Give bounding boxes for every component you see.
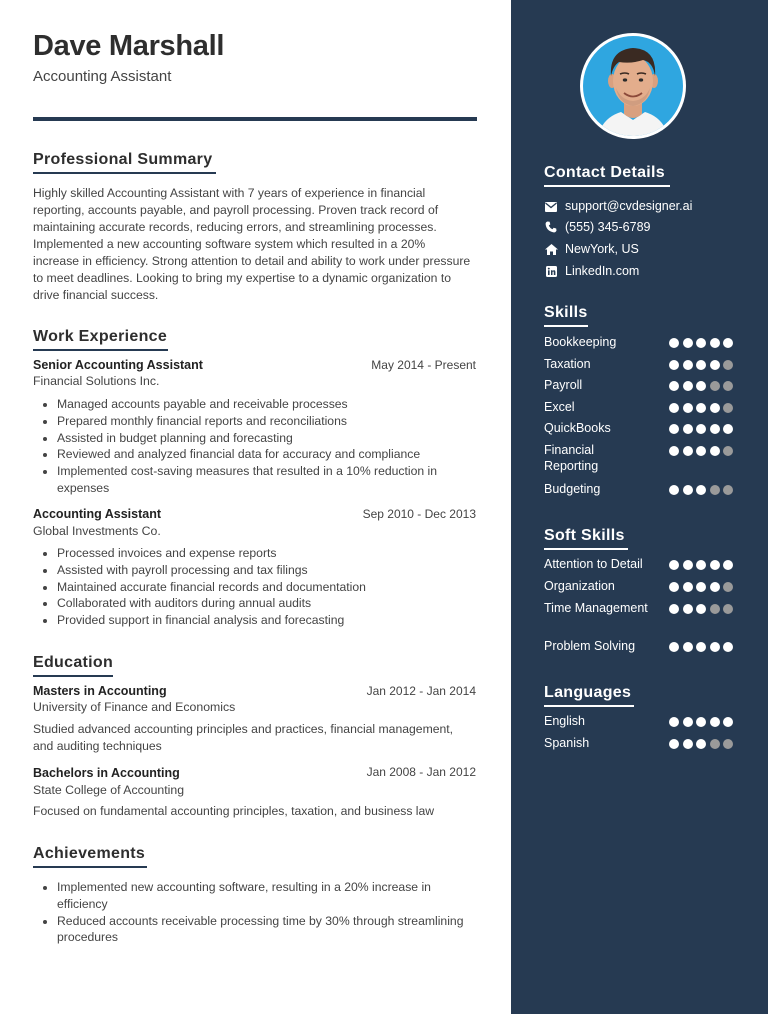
rating-dot-filled bbox=[696, 582, 706, 592]
job-title: Senior Accounting Assistant bbox=[33, 358, 203, 372]
rating-dot-filled bbox=[669, 424, 679, 434]
rating-dot-filled bbox=[710, 560, 720, 570]
rating-dot-filled bbox=[683, 582, 693, 592]
skill-rating bbox=[669, 581, 737, 595]
degree-title: Bachelors in Accounting bbox=[33, 766, 180, 780]
rating-dot-filled bbox=[710, 642, 720, 652]
rating-dot-filled bbox=[696, 560, 706, 570]
rating-dot-filled bbox=[683, 739, 693, 749]
skill-rating bbox=[669, 603, 737, 617]
achievements-list bbox=[33, 879, 477, 946]
contact-heading: Contact Details bbox=[544, 164, 665, 182]
rating-dot-empty bbox=[723, 360, 733, 370]
rating-dot-filled bbox=[723, 717, 733, 727]
rating-dot-filled bbox=[723, 642, 733, 652]
languages-heading: Languages bbox=[544, 684, 631, 702]
skill-rating bbox=[669, 559, 737, 573]
degree-title: Masters in Accounting bbox=[33, 684, 167, 698]
rating-dot-filled bbox=[723, 424, 733, 434]
skill-rating bbox=[669, 641, 737, 655]
list-item: • Reduced accounts receivable processing time by 30% through streamlining procedures bbox=[57, 913, 477, 947]
rating-dot-filled bbox=[696, 446, 706, 456]
language-label: Spanish bbox=[544, 736, 590, 750]
rating-dot-filled bbox=[723, 338, 733, 348]
contact-location: NewYork, US bbox=[544, 242, 639, 256]
contact-linkedin[interactable]: LinkedIn.com bbox=[544, 264, 639, 278]
candidate-title: Accounting Assistant bbox=[33, 68, 172, 85]
contact-heading-underline bbox=[544, 185, 670, 187]
summary-heading: Professional Summary bbox=[33, 151, 212, 169]
rating-dot-filled bbox=[710, 582, 720, 592]
rating-dot-filled bbox=[710, 717, 720, 727]
rating-dot-filled bbox=[710, 446, 720, 456]
rating-dot-empty bbox=[723, 739, 733, 749]
job-bullets bbox=[33, 396, 477, 497]
header-divider bbox=[33, 117, 477, 121]
person-portrait-icon bbox=[583, 36, 683, 136]
skill-rating bbox=[669, 445, 737, 459]
envelope-icon bbox=[544, 199, 558, 213]
skill-label: Taxation bbox=[544, 357, 591, 371]
rating-dot-filled bbox=[669, 360, 679, 370]
skill-rating bbox=[669, 359, 737, 373]
skill-rating bbox=[669, 380, 737, 394]
skill-label: Time Management bbox=[544, 601, 648, 615]
school-name: University of Finance and Economics bbox=[33, 700, 236, 714]
rating-dot-empty bbox=[710, 739, 720, 749]
experience-heading-underline bbox=[33, 349, 168, 351]
rating-dot-empty bbox=[723, 582, 733, 592]
skill-label: Excel bbox=[544, 400, 575, 414]
list-item: • Reviewed and analyzed financial data for accuracy and compliance bbox=[57, 446, 477, 463]
rating-dot-filled bbox=[683, 642, 693, 652]
list-item: • Assisted with payroll processing and tax filings bbox=[57, 562, 477, 579]
rating-dot-filled bbox=[696, 739, 706, 749]
rating-dot-empty bbox=[723, 403, 733, 413]
degree-description: Focused on fundamental accounting principles, taxation, and business law bbox=[33, 804, 435, 818]
education-heading-underline bbox=[33, 675, 113, 677]
rating-dot-empty bbox=[710, 604, 720, 614]
rating-dot-empty bbox=[710, 381, 720, 391]
job-company: Global Investments Co. bbox=[33, 524, 161, 538]
rating-dot-filled bbox=[669, 604, 679, 614]
rating-dot-filled bbox=[696, 338, 706, 348]
rating-dot-filled bbox=[669, 446, 679, 456]
linkedin-icon bbox=[544, 264, 558, 278]
list-item: • Maintained accurate financial records and documentation bbox=[57, 579, 477, 596]
rating-dot-filled bbox=[683, 446, 693, 456]
language-rating bbox=[669, 716, 737, 730]
experience-heading: Work Experience bbox=[33, 328, 167, 346]
achievements-heading-underline bbox=[33, 866, 147, 868]
job-dates: May 2014 - Present bbox=[371, 358, 476, 372]
rating-dot-filled bbox=[683, 381, 693, 391]
rating-dot-filled bbox=[696, 381, 706, 391]
list-item: • Managed accounts payable and receivable processes bbox=[57, 396, 477, 413]
job-company: Financial Solutions Inc. bbox=[33, 374, 160, 388]
skill-rating bbox=[669, 423, 737, 437]
rating-dot-filled bbox=[669, 642, 679, 652]
rating-dot-filled bbox=[669, 739, 679, 749]
rating-dot-filled bbox=[696, 403, 706, 413]
skill-rating bbox=[669, 337, 737, 351]
candidate-name: Dave Marshall bbox=[33, 30, 225, 62]
soft-skills-heading-underline bbox=[544, 548, 628, 550]
skill-label: Budgeting bbox=[544, 482, 601, 496]
rating-dot-filled bbox=[683, 338, 693, 348]
skill-label: Organization bbox=[544, 579, 615, 593]
rating-dot-filled bbox=[669, 381, 679, 391]
skills-heading: Skills bbox=[544, 304, 588, 322]
rating-dot-empty bbox=[710, 485, 720, 495]
rating-dot-filled bbox=[696, 717, 706, 727]
summary-heading-underline bbox=[33, 172, 216, 174]
rating-dot-filled bbox=[710, 338, 720, 348]
rating-dot-filled bbox=[710, 360, 720, 370]
skill-label: Attention to Detail bbox=[544, 557, 643, 571]
rating-dot-empty bbox=[723, 446, 733, 456]
language-label: English bbox=[544, 714, 585, 728]
rating-dot-filled bbox=[683, 485, 693, 495]
rating-dot-filled bbox=[669, 560, 679, 570]
rating-dot-filled bbox=[669, 582, 679, 592]
sidebar bbox=[511, 0, 768, 1014]
rating-dot-filled bbox=[723, 560, 733, 570]
rating-dot-filled bbox=[683, 604, 693, 614]
summary-text: Highly skilled Accounting Assistant with 7 years of experience in financial reporting, accounts payable, and payroll processing. Proven track record of maintaining accurate records, reducing errors, and streamlining processes. Implemented a new accounting software system which resulted in a 20% increase in efficiency. Strong attention to detail and ability to work under pressure to meet deadlines. Looking to bring my expertise to a dynamic organization to drive financial success. bbox=[33, 186, 471, 302]
rating-dot-filled bbox=[683, 717, 693, 727]
skill-label: Financial Reporting bbox=[544, 443, 599, 473]
school-name: State College of Accounting bbox=[33, 783, 185, 797]
languages-heading-underline bbox=[544, 705, 634, 707]
rating-dot-filled bbox=[669, 485, 679, 495]
rating-dot-filled bbox=[696, 604, 706, 614]
rating-dot-filled bbox=[683, 403, 693, 413]
rating-dot-empty bbox=[723, 604, 733, 614]
rating-dot-filled bbox=[696, 642, 706, 652]
rating-dot-filled bbox=[696, 360, 706, 370]
contact-phone[interactable]: (555) 345-6789 bbox=[544, 220, 650, 234]
rating-dot-filled bbox=[669, 338, 679, 348]
contact-email[interactable]: support@cvdesigner.ai bbox=[544, 199, 692, 213]
list-item: • Assisted in budget planning and forecasting bbox=[57, 430, 477, 447]
avatar bbox=[583, 36, 683, 136]
rating-dot-filled bbox=[696, 485, 706, 495]
skills-heading-underline bbox=[544, 325, 588, 327]
rating-dot-filled bbox=[696, 424, 706, 434]
degree-dates: Jan 2008 - Jan 2012 bbox=[366, 765, 476, 779]
language-rating bbox=[669, 738, 737, 752]
degree-dates: Jan 2012 - Jan 2014 bbox=[366, 684, 476, 698]
skill-label: Bookkeeping bbox=[544, 335, 617, 349]
rating-dot-filled bbox=[683, 360, 693, 370]
job-bullets bbox=[33, 545, 477, 629]
list-item: • Provided support in financial analysis and forecasting bbox=[57, 612, 477, 629]
rating-dot-filled bbox=[669, 717, 679, 727]
soft-skills-heading: Soft Skills bbox=[544, 527, 625, 545]
list-item: • Processed invoices and expense reports bbox=[57, 545, 477, 562]
rating-dot-filled bbox=[683, 424, 693, 434]
rating-dot-filled bbox=[683, 560, 693, 570]
education-heading: Education bbox=[33, 654, 113, 672]
job-dates: Sep 2010 - Dec 2013 bbox=[362, 507, 476, 521]
rating-dot-empty bbox=[723, 485, 733, 495]
skill-rating bbox=[669, 484, 737, 498]
degree-description: Studied advanced accounting principles and practices, financial management, and auditing techniques bbox=[33, 722, 454, 753]
list-item: • Collaborated with auditors during annual audits bbox=[57, 595, 477, 612]
rating-dot-empty bbox=[723, 381, 733, 391]
profile-photo bbox=[580, 33, 686, 139]
list-item: • Prepared monthly financial reports and reconciliations bbox=[57, 413, 477, 430]
home-icon bbox=[544, 242, 558, 256]
rating-dot-filled bbox=[710, 424, 720, 434]
list-item: • Implemented cost-saving measures that resulted in a 10% reduction in expenses bbox=[57, 463, 477, 497]
rating-dot-filled bbox=[669, 403, 679, 413]
skill-label: Payroll bbox=[544, 378, 583, 392]
phone-icon bbox=[544, 220, 558, 234]
rating-dot-filled bbox=[710, 403, 720, 413]
skill-label: QuickBooks bbox=[544, 421, 611, 435]
list-item: • Implemented new accounting software, resulting in a 20% increase in efficiency bbox=[57, 879, 477, 913]
achievements-heading: Achievements bbox=[33, 845, 145, 863]
skill-label: Problem Solving bbox=[544, 639, 636, 653]
job-title: Accounting Assistant bbox=[33, 507, 162, 521]
skill-rating bbox=[669, 402, 737, 416]
